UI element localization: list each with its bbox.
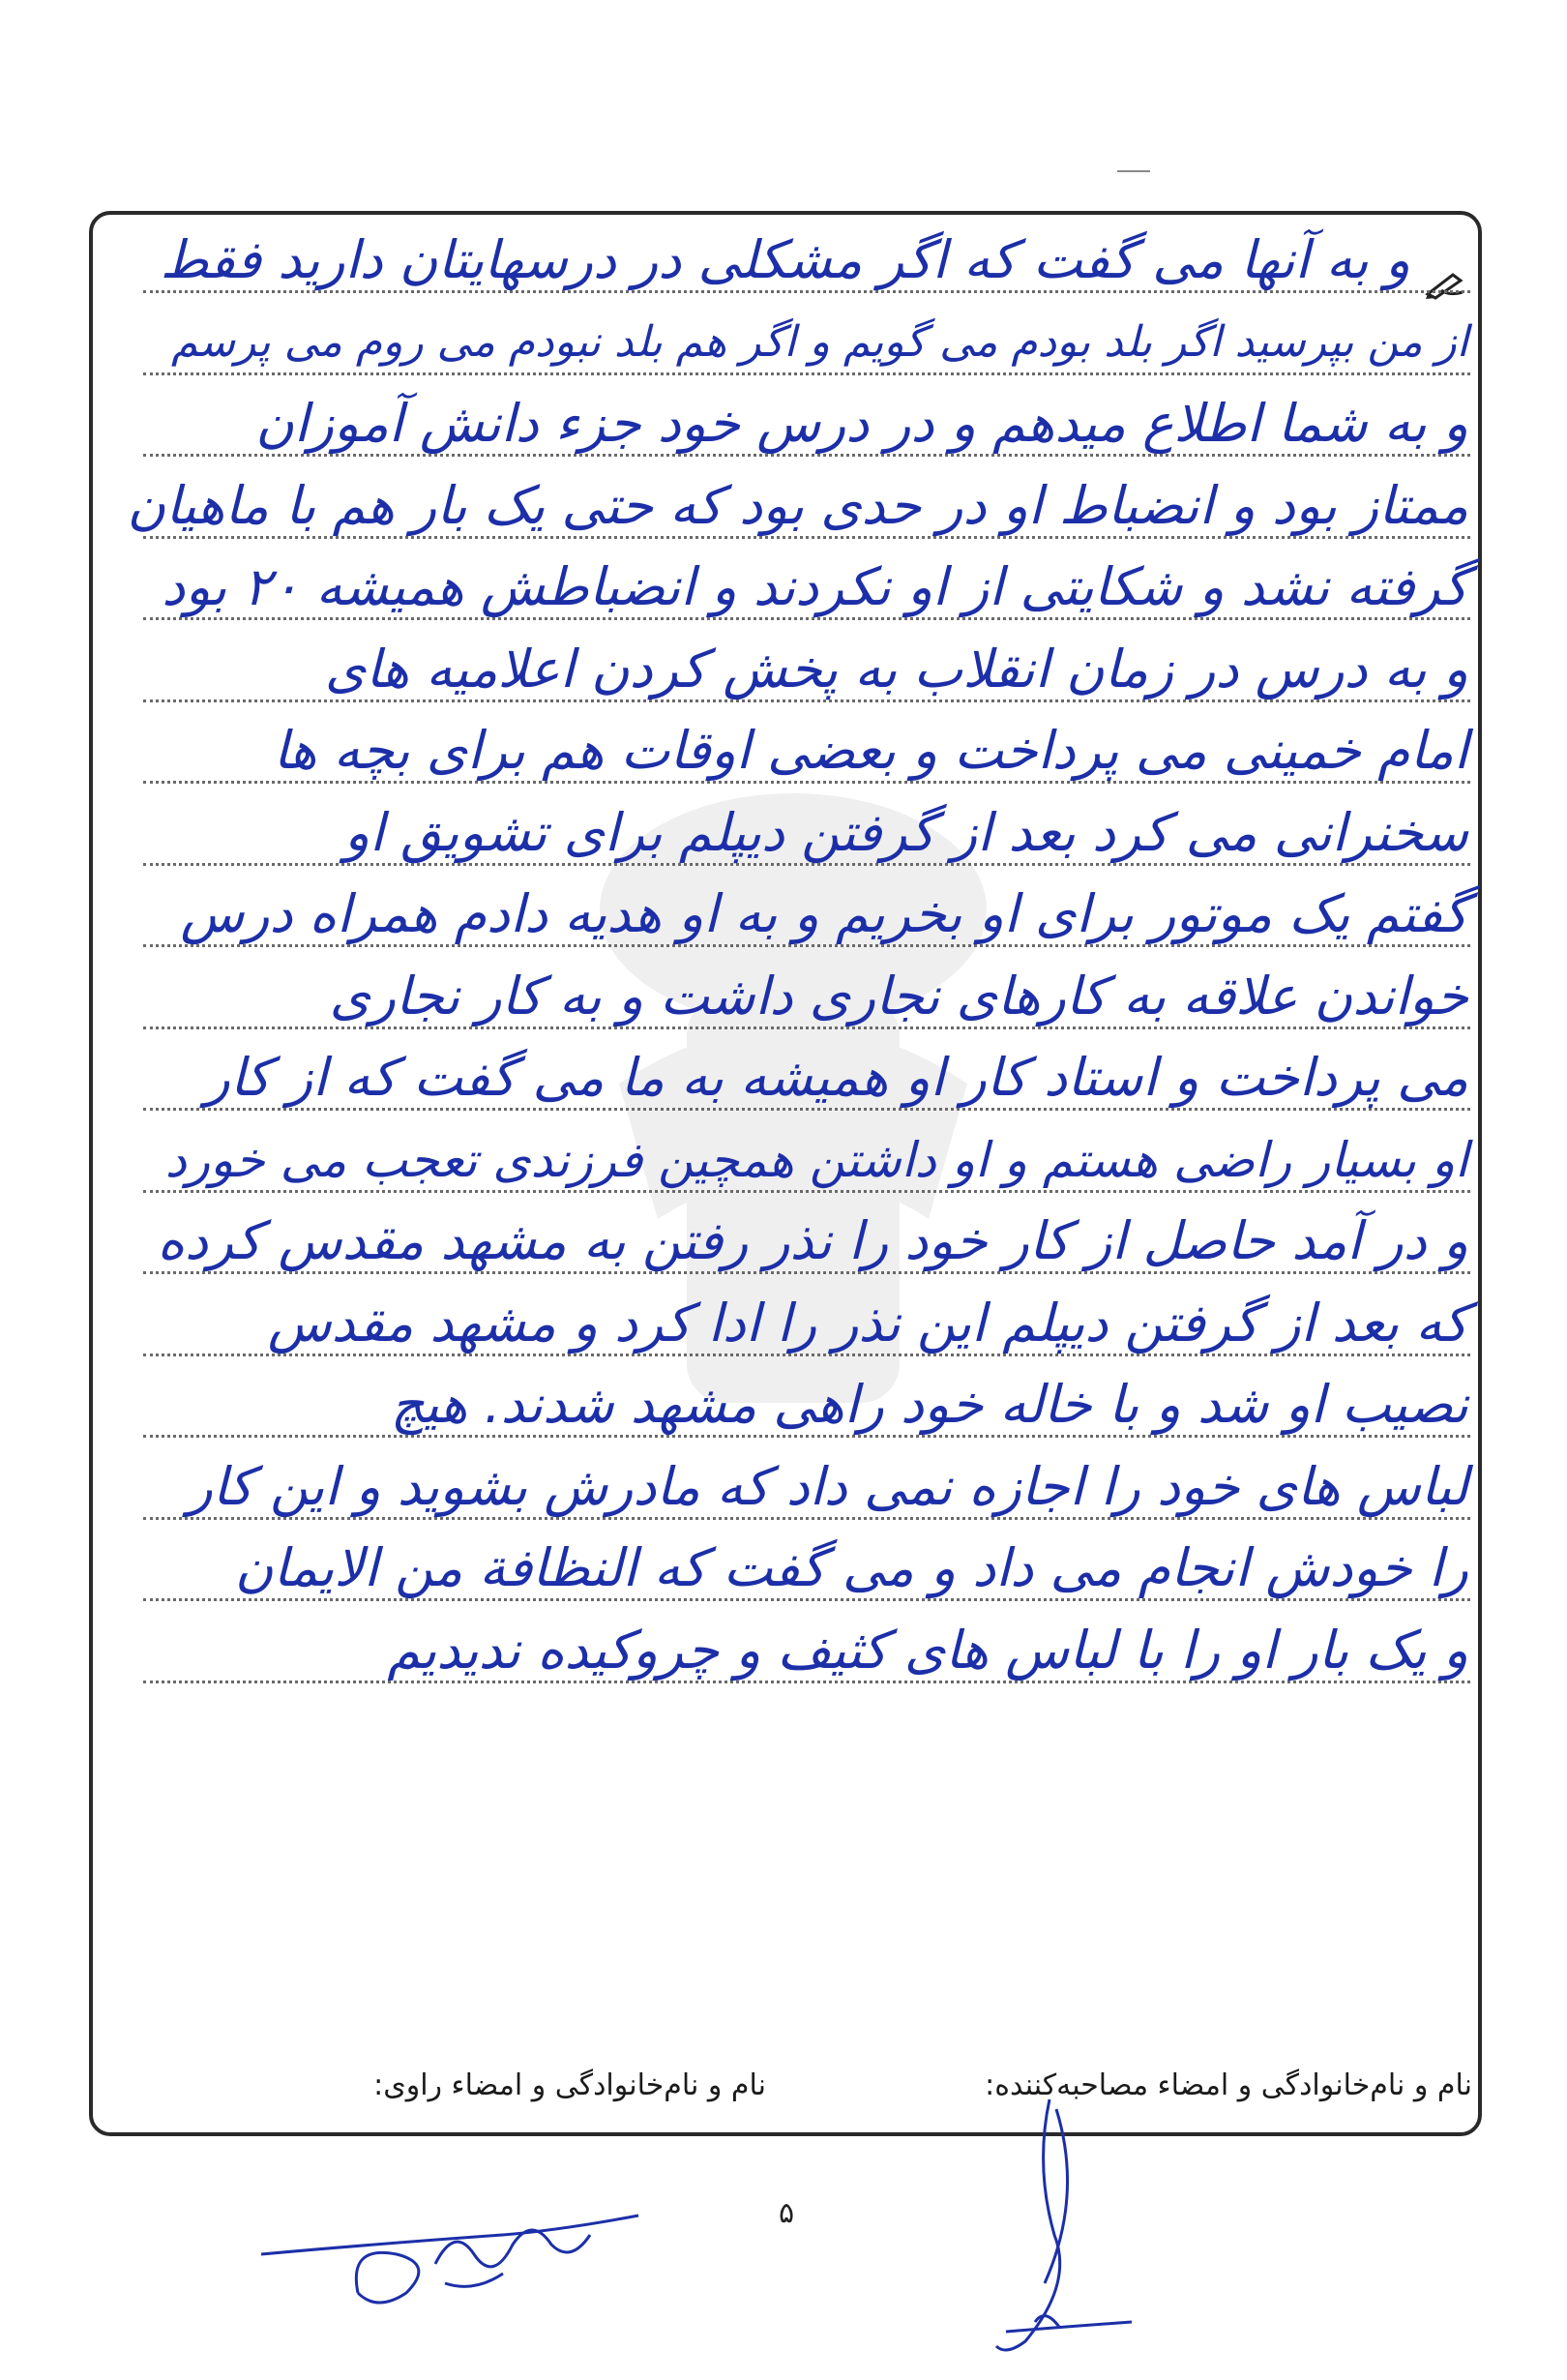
interviewer-signature-label: نام و نام‌خانوادگی و امضاء مصاحبه‌کننده: <box>985 2068 1472 2102</box>
handwritten-line: سخنرانی می کرد بعد از گرفتن دیپلم برای تشویق او <box>344 801 1468 863</box>
handwritten-line: و به شما اطلاع میدهم و در درس خود جزء دانش آموزان <box>255 393 1468 454</box>
handwritten-line: و به درس در زمان انقلاب به پخش کردن اعلامیه های <box>324 638 1468 699</box>
narrator-signature-label: نام و نام‌خانوادگی و امضاء راوی: <box>373 2068 766 2102</box>
handwritten-line: و یک بار او را با لباس های کثیف و چروکیده ندیدیم <box>387 1619 1468 1681</box>
handwritten-line: نصیب او شد و با خاله خود راهی مشهد شدند. هیچ <box>390 1374 1468 1435</box>
handwritten-line: را خودش انجام می داد و می گفت که النظافة من الایمان <box>234 1537 1468 1598</box>
page-number: ۵ <box>779 2196 795 2230</box>
handwritten-line: امام خمینی می پرداخت و بعضی اوقات هم برای بچه ها <box>273 720 1468 781</box>
handwritten-line: لباس های خود را اجازه نمی داد که مادرش بشوید و این کار <box>187 1455 1468 1517</box>
handwritten-line: و به آنها می گفت که اگر مشکلی در درسهایتان دارید فقط <box>160 229 1410 290</box>
handwritten-line: ممتاز بود و انضباط او در حدی بود که حتی یک بار هم با ماهیان <box>127 474 1468 536</box>
handwritten-line: گفتم یک موتور برای او بخریم و به او هدیه دادم همراه درس <box>180 883 1468 944</box>
handwritten-line: و در آمد حاصل از کار خود را نذر رفتن به مشهد مقدس کرده <box>157 1210 1468 1271</box>
handwritten-line: که بعد از گرفتن دیپلم این نذر را ادا کرد و مشهد مقدس <box>267 1292 1468 1354</box>
handwritten-line: از من بپرسید اگر بلد بودم می گویم و اگر هم بلد نبودم می روم می پرسم <box>170 316 1468 367</box>
narrator-signature <box>251 2177 658 2322</box>
handwritten-line: می پرداخت و استاد کار او همیشه به ما می گفت که از کار <box>204 1047 1468 1108</box>
handwritten-line: خواندن علاقه به کارهای نجاری داشت و به کار نجاری <box>329 965 1468 1026</box>
handwritten-line: او بسیار راضی هستم و او داشتن همچین فرزندی تعجب می خورد <box>164 1131 1468 1188</box>
handwritten-line: گرفته نشد و شکایتی از او نکردند و انضباطش همیشه ۲۰ بود <box>162 556 1468 617</box>
interviewer-signature <box>967 2090 1141 2361</box>
